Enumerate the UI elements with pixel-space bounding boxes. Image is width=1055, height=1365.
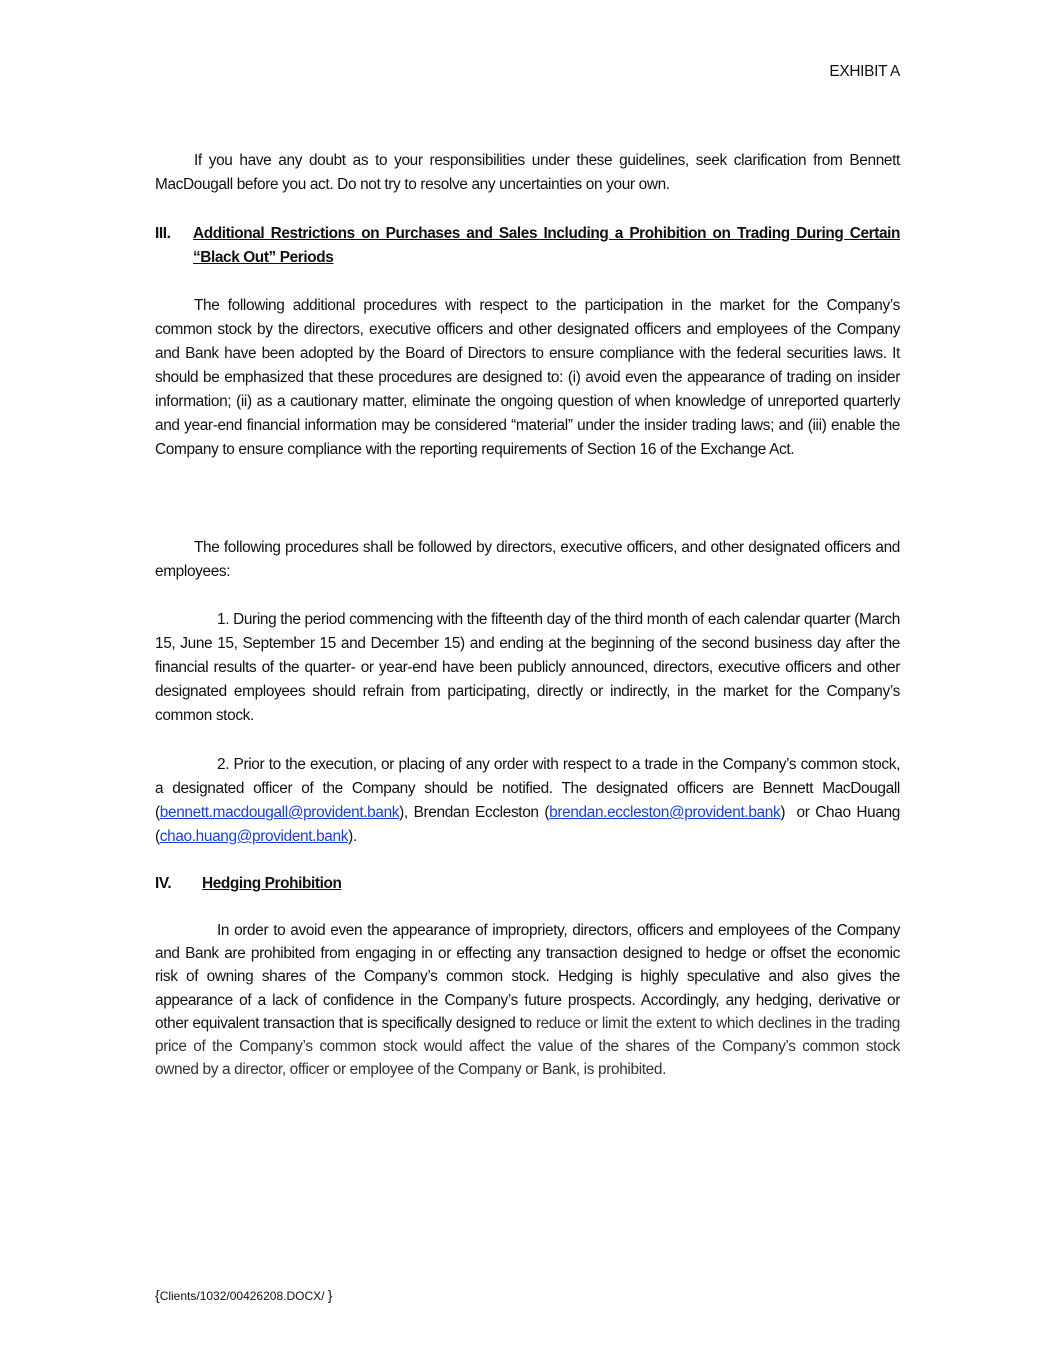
footer-open-brace: {: [155, 1287, 160, 1303]
section-3-heading: [155, 222, 900, 270]
email-link-brendan-eccleston[interactable]: brendan.eccleston@provident.bank: [549, 804, 781, 821]
section-4-number: IV.: [155, 875, 172, 892]
item-2-text-mid-1: ), Brendan Eccleston (: [399, 804, 550, 821]
section-3-title: Additional Restrictions on Purchases and Sales Including a Prohibition on Trading During Certain “Black Out” Periods: [193, 225, 900, 266]
item-2-text-end: ).: [348, 828, 357, 845]
intro-paragraph: If you have any doubt as to your responsibilities under these guidelines, seek clarification from Bennett MacDougall before you act. Do not try to resolve any uncertainties on your own.: [155, 152, 900, 193]
email-link-chao-huang[interactable]: chao.huang@provident.bank: [159, 828, 349, 845]
footer-file-path: Clients/1032/00426208.DOCX/: [159, 1289, 328, 1303]
item-2-text-mid-2: ) or Chao Huang (: [155, 804, 904, 845]
procedure-item-1: 1. During the period commencing with the fifteenth day of the third month of each calendar quarter (March 15, June 15, September 15 and December 15) and ending at the beginning of the second business day after the financial results of the quarter- or year-end have been publicly announced, directors, executive officers and other designated employees should refrain from participating, directly or indirectly, in the market for the Company’s common stock.: [155, 611, 900, 724]
document-footer: [155, 1287, 332, 1303]
hedging-text-part-2: reduce or limit the extent to which declines in the trading price of the Company’s common stock would affect the value of the shares of the Company’s common stock owned by a director, officer or employee of the Company or Bank, is prohibited.: [155, 1014, 900, 1079]
section-3-paragraph-2: The following procedures shall be followed by directors, executive officers, and other designated officers and employees:: [155, 539, 900, 580]
procedure-item-2: [155, 753, 904, 849]
footer-close-brace: }: [327, 1287, 333, 1303]
email-link-bennett-macdougall[interactable]: bennett.macdougall@provident.bank: [159, 804, 400, 821]
section-3-number: III.: [155, 225, 171, 242]
item-2-text-start: 2. Prior to the execution, or placing of any order with respect to a trade in the Company’s common stock, a designated officer of the Company should be notified. The designated officers are Bennett MacDougall (: [155, 756, 900, 821]
exhibit-label: EXHIBIT A: [829, 63, 900, 80]
section-3-paragraph-1: The following additional procedures with respect to the participation in the market for the Company’s common stock by the directors, executive officers and other designated officers and employees of the Company and Bank have been adopted by the Board of Directors to ensure compliance with the federal securities laws. It should be emphasized that these procedures are designed to: (i) avoid even the appearance of trading on insider information; (ii) as a cautionary matter, eliminate the ongoing question of when knowledge of unreported quarterly and year-end financial information may be considered “material” under the insider trading laws; and (iii) enable the Company to ensure compliance with the reporting requirements of Section 16 of the Exchange Act.: [155, 297, 900, 458]
section-4-paragraph: [155, 919, 900, 1081]
hedging-text-part-1: In order to avoid even the appearance of impropriety, directors, officers and employees of the Company and Bank are prohibited from engaging in or effecting any transaction designed to hedge or offset the economic risk of owning shares of the Company’s common stock. Hedging is highly speculative and also gives the appearance of a lack of confidence in the Company’s future prospects. Accordingly, any hedging, derivative or other equivalent transaction that is specifically designed to: [155, 922, 900, 1032]
section-4-title: Hedging Prohibition: [202, 875, 342, 892]
section-4-heading: [155, 872, 900, 896]
